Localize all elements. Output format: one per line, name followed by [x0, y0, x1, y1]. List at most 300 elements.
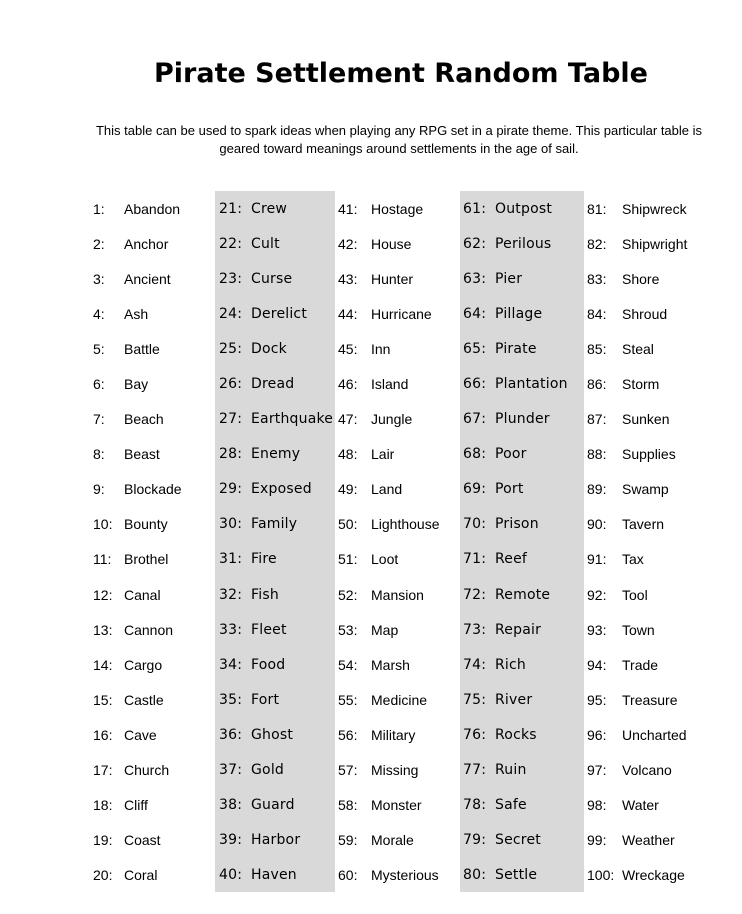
- entry-word: Settle: [495, 866, 538, 883]
- entry-word: Plunder: [495, 411, 550, 428]
- table-row: [219, 331, 349, 366]
- table-row: [219, 191, 349, 226]
- entry-word: Treasure: [622, 691, 678, 708]
- entry-word: Tool: [622, 586, 648, 603]
- entry-word: Supplies: [622, 446, 676, 463]
- entry-number: 83:: [587, 271, 607, 288]
- entry-number: 54:: [338, 656, 358, 673]
- table-row: [587, 717, 717, 752]
- entry-word: Cave: [124, 726, 157, 743]
- entry-word: Enemy: [251, 446, 301, 463]
- entry-word: Gold: [251, 761, 284, 778]
- table-row: [463, 612, 593, 647]
- table-row: [219, 401, 349, 436]
- entry-number: 30:: [219, 516, 243, 533]
- table-row: [219, 471, 349, 506]
- entry-word: Weather: [622, 831, 675, 848]
- entry-word: House: [371, 236, 412, 253]
- entry-word: Coast: [124, 831, 161, 848]
- table-row: [338, 506, 468, 541]
- table-row: [338, 541, 468, 576]
- table-row: [93, 366, 223, 401]
- entry-word: Volcano: [622, 761, 672, 778]
- entry-word: Tavern: [622, 516, 665, 533]
- entry-word: Canal: [124, 586, 161, 603]
- entry-number: 38:: [219, 796, 243, 813]
- entry-number: 24:: [219, 306, 243, 323]
- table-row: [93, 752, 223, 787]
- entry-word: Shroud: [622, 306, 668, 323]
- entry-number: 82:: [587, 236, 607, 253]
- entry-word: Rich: [495, 656, 526, 673]
- table-row: [93, 857, 223, 892]
- entry-word: Dread: [251, 376, 295, 393]
- entry-word: Military: [371, 726, 416, 743]
- entry-number: 7:: [93, 411, 105, 428]
- entry-word: Bay: [124, 376, 149, 393]
- entry-number: 78:: [463, 796, 487, 813]
- table-row: [219, 366, 349, 401]
- entry-word: Sunken: [622, 411, 670, 428]
- entry-word: Exposed: [251, 481, 312, 498]
- entry-word: Beast: [124, 446, 160, 463]
- entry-number: 76:: [463, 726, 487, 743]
- entry-number: 66:: [463, 376, 487, 393]
- entry-number: 75:: [463, 691, 487, 708]
- entry-number: 29:: [219, 481, 243, 498]
- table-row: [463, 471, 593, 506]
- entry-word: Hostage: [371, 201, 424, 217]
- entry-number: 35:: [219, 691, 243, 708]
- entry-number: 94:: [587, 656, 607, 673]
- entry-number: 86:: [587, 376, 607, 393]
- entry-number: 65:: [463, 341, 487, 358]
- entry-word: Trade: [622, 656, 659, 673]
- table-column-3: [338, 191, 468, 892]
- table-row: [338, 682, 468, 717]
- entry-number: 57:: [338, 761, 358, 778]
- table-row: [587, 471, 717, 506]
- table-row: [463, 401, 593, 436]
- entry-number: 89:: [587, 481, 607, 498]
- table-row: [93, 822, 223, 857]
- entry-number: 95:: [587, 691, 607, 708]
- entry-number: 80:: [463, 866, 487, 883]
- table-row: [219, 296, 349, 331]
- entry-number: 67:: [463, 411, 487, 428]
- entry-word: Ruin: [495, 761, 527, 778]
- entry-word: Steal: [622, 341, 654, 358]
- table-row: [463, 331, 593, 366]
- table-row: [219, 436, 349, 471]
- table-row: [338, 226, 468, 261]
- entry-number: 70:: [463, 516, 487, 533]
- table-row: [587, 752, 717, 787]
- entry-word: Marsh: [371, 656, 410, 673]
- entry-number: 87:: [587, 411, 607, 428]
- entry-number: 62:: [463, 236, 487, 253]
- table-row: [587, 401, 717, 436]
- table-row: [463, 436, 593, 471]
- entry-number: 31:: [219, 551, 243, 568]
- entry-word: Guard: [251, 796, 295, 813]
- table-row: [587, 191, 717, 226]
- table-row: [463, 577, 593, 612]
- entry-number: 91:: [587, 551, 607, 568]
- table-row: [338, 471, 468, 506]
- entry-word: Anchor: [124, 236, 169, 253]
- entry-number: 60:: [338, 866, 358, 883]
- entry-word: River: [495, 691, 533, 708]
- entry-number: 92:: [587, 586, 607, 603]
- entry-number: 99:: [587, 831, 607, 848]
- entry-number: 26:: [219, 376, 243, 393]
- entry-word: Inn: [371, 341, 391, 358]
- entry-word: Ghost: [251, 726, 294, 743]
- table-row: [587, 436, 717, 471]
- page-title: Pirate Settlement Random Table: [153, 58, 648, 89]
- table-row: [93, 717, 223, 752]
- entry-number: 18:: [93, 796, 113, 813]
- entry-number: 12:: [93, 586, 113, 603]
- entry-word: Lighthouse: [371, 516, 440, 533]
- table-row: [93, 577, 223, 612]
- table-row: [93, 787, 223, 822]
- table-row: [338, 647, 468, 682]
- table-row: [93, 436, 223, 471]
- entry-word: Lair: [371, 446, 395, 463]
- entry-word: Pier: [495, 271, 523, 288]
- entry-word: Hunter: [371, 271, 414, 288]
- table-row: [587, 612, 717, 647]
- entry-number: 52:: [338, 586, 358, 603]
- entry-word: Medicine: [371, 691, 428, 708]
- entry-word: Abandon: [124, 201, 181, 217]
- table-row: [219, 682, 349, 717]
- entry-number: 19:: [93, 831, 113, 848]
- entry-word: Pillage: [495, 306, 543, 323]
- table-column-4: [463, 191, 593, 892]
- entry-word: Food: [251, 656, 286, 673]
- entry-number: 33:: [219, 621, 243, 638]
- entry-word: Crew: [251, 201, 288, 217]
- entry-word: Uncharted: [622, 726, 687, 743]
- entry-word: Shipwreck: [622, 201, 687, 217]
- entry-word: Remote: [495, 586, 551, 603]
- table-row: [587, 541, 717, 576]
- table-row: [338, 577, 468, 612]
- table-row: [338, 366, 468, 401]
- entry-number: 71:: [463, 551, 487, 568]
- table-row: [587, 577, 717, 612]
- table-row: [219, 857, 349, 892]
- entry-word: Loot: [371, 551, 399, 568]
- entry-number: 69:: [463, 481, 487, 498]
- entry-number: 49:: [338, 481, 358, 498]
- entry-number: 58:: [338, 796, 358, 813]
- entry-number: 61:: [463, 201, 487, 217]
- table-row: [463, 717, 593, 752]
- entry-word: Battle: [124, 341, 160, 358]
- entry-number: 3:: [93, 271, 105, 288]
- entry-number: 85:: [587, 341, 607, 358]
- table-row: [463, 506, 593, 541]
- table-column-1: [93, 191, 223, 892]
- table-row: [219, 822, 349, 857]
- entry-number: 73:: [463, 621, 487, 638]
- entry-number: 40:: [219, 866, 243, 883]
- entry-word: Port: [495, 481, 524, 498]
- entry-number: 97:: [587, 761, 607, 778]
- entry-word: Cult: [251, 236, 280, 253]
- entry-word: Haven: [251, 866, 297, 883]
- entry-number: 77:: [463, 761, 487, 778]
- table-row: [219, 226, 349, 261]
- table-row: [219, 787, 349, 822]
- table-row: [93, 226, 223, 261]
- entry-number: 9:: [93, 481, 105, 498]
- entry-word: Poor: [495, 446, 527, 463]
- entry-word: Cannon: [124, 621, 174, 638]
- table-row: [93, 191, 223, 226]
- entry-number: 34:: [219, 656, 243, 673]
- entry-number: 10:: [93, 516, 113, 533]
- entry-number: 74:: [463, 656, 487, 673]
- entry-number: 15:: [93, 691, 113, 708]
- table-row: [463, 226, 593, 261]
- entry-word: Jungle: [371, 411, 413, 428]
- table-row: [463, 366, 593, 401]
- entry-word: Curse: [251, 271, 293, 288]
- table-row: [338, 612, 468, 647]
- entry-word: Outpost: [495, 201, 553, 217]
- entry-word: Church: [124, 761, 170, 778]
- entry-number: 55:: [338, 691, 358, 708]
- entry-number: 50:: [338, 516, 358, 533]
- table-row: [463, 191, 593, 226]
- entry-word: Land: [371, 481, 403, 498]
- table-row: [338, 787, 468, 822]
- table-row: [587, 296, 717, 331]
- entry-number: 28:: [219, 446, 243, 463]
- table-row: [463, 261, 593, 296]
- entry-word: Town: [622, 621, 655, 638]
- entry-number: 4:: [93, 306, 105, 323]
- entry-word: Coral: [124, 866, 158, 883]
- table-row: [587, 506, 717, 541]
- table-row: [338, 857, 468, 892]
- entry-word: Map: [371, 621, 399, 638]
- entry-word: Cliff: [124, 796, 148, 813]
- entry-word: Ancient: [124, 271, 171, 288]
- table-row: [219, 261, 349, 296]
- table-row: [338, 752, 468, 787]
- table-row: [463, 857, 593, 892]
- entry-number: 16:: [93, 726, 113, 743]
- entry-number: 14:: [93, 656, 113, 673]
- entry-number: 27:: [219, 411, 243, 428]
- entry-number: 11:: [93, 551, 112, 568]
- entry-number: 100:: [587, 866, 615, 883]
- entry-word: Reef: [495, 551, 528, 568]
- entry-word: Prison: [495, 516, 539, 533]
- entry-word: Fort: [251, 691, 280, 708]
- table-row: [93, 682, 223, 717]
- entry-word: Bounty: [124, 516, 168, 533]
- entry-number: 17:: [93, 761, 113, 778]
- entry-number: 84:: [587, 306, 607, 323]
- entry-number: 90:: [587, 516, 607, 533]
- entry-word: Dock: [251, 341, 287, 358]
- entry-word: Water: [622, 796, 659, 813]
- entry-word: Derelict: [251, 306, 308, 323]
- entry-word: Fleet: [251, 621, 287, 638]
- entry-number: 56:: [338, 726, 358, 743]
- table-row: [219, 612, 349, 647]
- entry-number: 32:: [219, 586, 243, 603]
- entry-number: 47:: [338, 411, 358, 428]
- table-row: [338, 331, 468, 366]
- table-row: [338, 717, 468, 752]
- entry-word: Island: [371, 376, 409, 393]
- entry-word: Blockade: [124, 481, 182, 498]
- table-row: [219, 752, 349, 787]
- entry-number: 63:: [463, 271, 487, 288]
- entry-number: 45:: [338, 341, 358, 358]
- entry-number: 46:: [338, 376, 358, 393]
- entry-number: 21:: [219, 201, 243, 217]
- table-row: [93, 331, 223, 366]
- entry-word: Wreckage: [622, 866, 685, 883]
- table-row: [219, 506, 349, 541]
- entry-number: 25:: [219, 341, 243, 358]
- entry-word: Shore: [622, 271, 660, 288]
- entry-number: 64:: [463, 306, 487, 323]
- table-row: [463, 822, 593, 857]
- entry-number: 41:: [338, 201, 358, 217]
- entry-number: 81:: [587, 201, 607, 217]
- table-row: [463, 647, 593, 682]
- entry-word: Cargo: [124, 656, 163, 673]
- entry-number: 72:: [463, 586, 487, 603]
- entry-word: Fish: [251, 586, 279, 603]
- table-row: [463, 682, 593, 717]
- table-row: [463, 541, 593, 576]
- entry-word: Plantation: [495, 376, 568, 393]
- entry-number: 22:: [219, 236, 243, 253]
- entry-word: Swamp: [622, 481, 669, 498]
- table-row: [587, 787, 717, 822]
- table-row: [338, 436, 468, 471]
- entry-number: 93:: [587, 621, 607, 638]
- table-row: [338, 191, 468, 226]
- entry-word: Fire: [251, 551, 277, 568]
- entry-word: Morale: [371, 831, 414, 848]
- entry-word: Missing: [371, 761, 419, 778]
- entry-number: 59:: [338, 831, 358, 848]
- table-row: [219, 717, 349, 752]
- entry-number: 98:: [587, 796, 607, 813]
- entry-word: Monster: [371, 796, 422, 813]
- intro-paragraph: This table can be used to spark ideas when playing any RPG set in a pirate theme. This particular table is geared toward meanings around settlements in the age of sail.: [95, 123, 703, 156]
- entry-number: 36:: [219, 726, 243, 743]
- entry-word: Mansion: [371, 586, 424, 603]
- table-row: [587, 226, 717, 261]
- entry-word: Family: [251, 516, 298, 533]
- table-row: [93, 647, 223, 682]
- entry-word: Ash: [124, 306, 149, 323]
- entry-word: Hurricane: [371, 306, 432, 323]
- entry-word: Brothel: [124, 551, 169, 568]
- table-column-2: [219, 191, 349, 892]
- table-row: [219, 541, 349, 576]
- entry-word: Earthquake: [251, 411, 334, 428]
- table-row: [463, 752, 593, 787]
- table-row: [93, 541, 223, 576]
- entry-number: 39:: [219, 831, 243, 848]
- entry-word: Safe: [495, 796, 527, 813]
- entry-number: 68:: [463, 446, 487, 463]
- entry-word: Repair: [495, 621, 542, 638]
- entry-number: 42:: [338, 236, 358, 253]
- entry-number: 88:: [587, 446, 607, 463]
- entry-word: Harbor: [251, 831, 301, 848]
- entry-number: 44:: [338, 306, 358, 323]
- entry-number: 23:: [219, 271, 243, 288]
- entry-word: Storm: [622, 376, 660, 393]
- entry-number: 96:: [587, 726, 607, 743]
- entry-number: 6:: [93, 376, 105, 393]
- entry-number: 51:: [338, 551, 358, 568]
- table-row: [463, 787, 593, 822]
- entry-number: 79:: [463, 831, 487, 848]
- entry-number: 1:: [93, 201, 105, 217]
- entry-number: 8:: [93, 446, 105, 463]
- entry-word: Secret: [495, 831, 541, 848]
- table-row: [219, 647, 349, 682]
- table-row: [587, 857, 717, 892]
- entry-number: 48:: [338, 446, 358, 463]
- table-row: [93, 296, 223, 331]
- entry-word: Mysterious: [371, 866, 439, 883]
- entry-number: 13:: [93, 621, 113, 638]
- entry-number: 43:: [338, 271, 358, 288]
- entry-word: Pirate: [495, 341, 537, 358]
- table-row: [93, 612, 223, 647]
- table-row: [587, 261, 717, 296]
- entry-word: Beach: [124, 411, 164, 428]
- table-row: [338, 296, 468, 331]
- table-row: [587, 366, 717, 401]
- entry-word: Perilous: [495, 236, 552, 253]
- table-column-5: [587, 191, 717, 892]
- table-row: [93, 261, 223, 296]
- entry-number: 53:: [338, 621, 358, 638]
- entry-word: Rocks: [495, 726, 537, 743]
- entry-number: 37:: [219, 761, 243, 778]
- table-row: [338, 822, 468, 857]
- entry-number: 20:: [93, 866, 113, 883]
- entry-word: Shipwright: [622, 236, 688, 253]
- table-row: [587, 331, 717, 366]
- entry-number: 2:: [93, 236, 105, 253]
- table-row: [219, 577, 349, 612]
- table-row: [338, 401, 468, 436]
- table-row: [463, 296, 593, 331]
- table-row: [93, 506, 223, 541]
- table-row: [93, 401, 223, 436]
- entry-word: Tax: [622, 551, 644, 568]
